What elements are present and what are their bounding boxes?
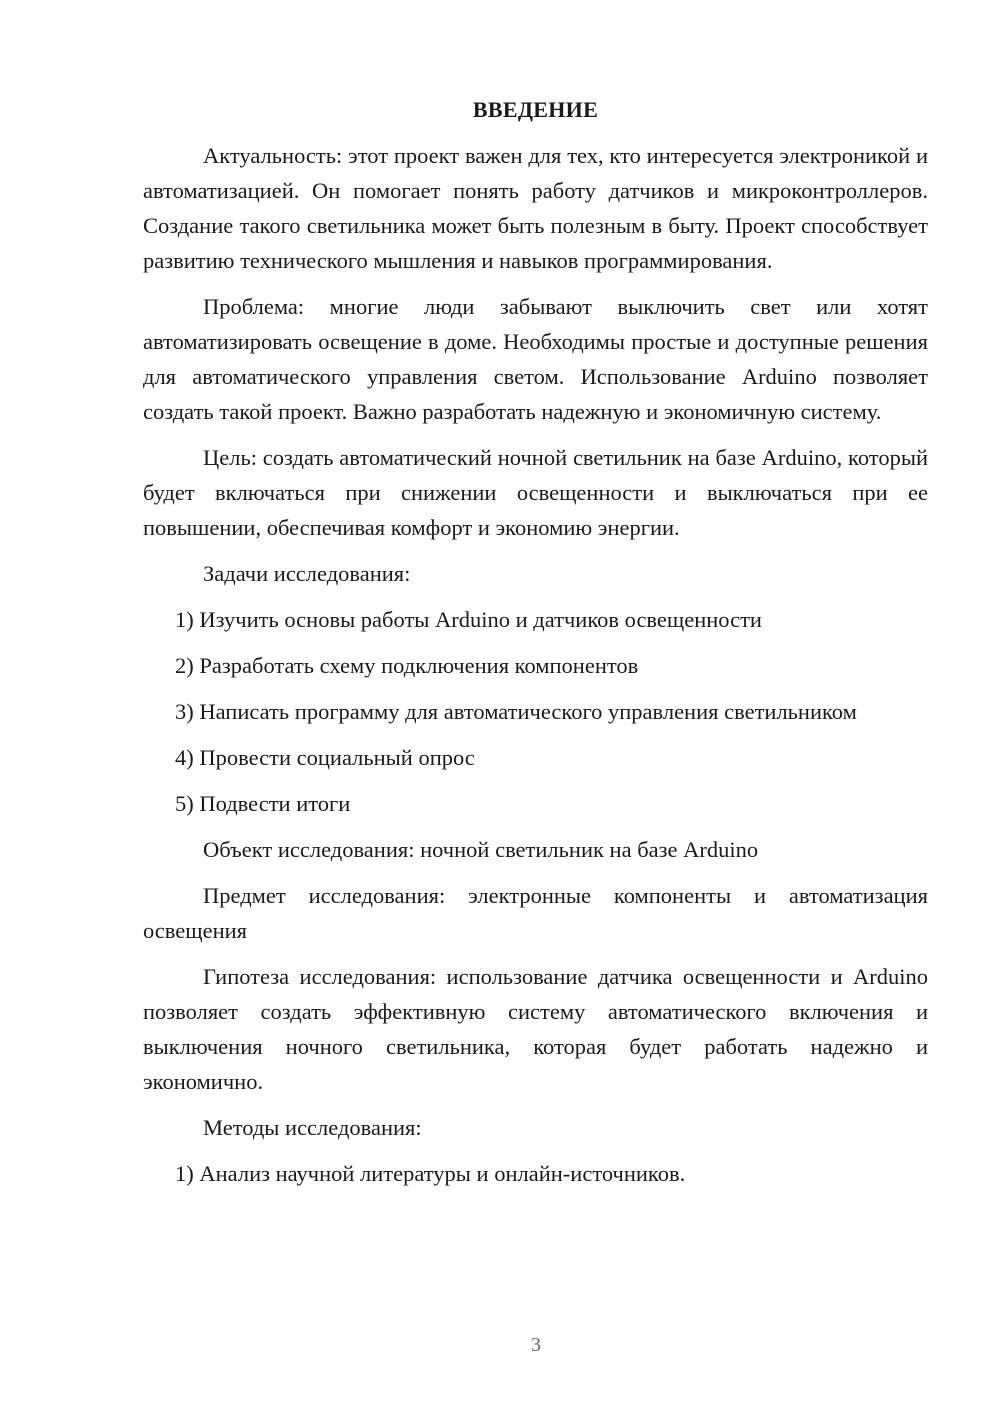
- paragraph-hypothesis: Гипотеза исследования: использование датчика освещенности и Arduino позволяет создать эффективную систему автоматического включения и выключения ночного светильника, которая будет работать надежно и экономично.: [143, 964, 928, 1094]
- paragraph-object: Объект исследования: ночной светильник на базе Arduino: [203, 837, 759, 862]
- section-title: ВВЕДЕНИЕ: [472, 97, 599, 122]
- paragraph-goal: Цель: создать автоматический ночной светильник на базе Arduino, который будет включаться при снижении освещенности и выключаться при ее повышении, обеспечивая комфорт и экономию энергии.: [143, 445, 928, 540]
- task-item-1: 1) Изучить основы работы Arduino и датчиков освещенности: [175, 607, 762, 632]
- paragraph-relevance: Актуальность: этот проект важен для тех, кто интересуется электроникой и автоматизацией. Он помогает понять работу датчиков и микроконтроллеров. Создание такого светильника может быть полезным в быту. Проект способствует развитию технического мышления и навыков программирования.: [143, 143, 928, 273]
- paragraph-problem: Проблема: многие люди забывают выключить свет или хотят автоматизировать освещение в доме. Необходимы простые и доступные решения для автоматического управления светом. Использование Arduino позволяет создать такой проект. Важно разработать надежную и экономичную систему.: [143, 294, 928, 424]
- page-number: 3: [531, 1334, 541, 1356]
- task-item-2: 2) Разработать схему подключения компонентов: [175, 653, 639, 678]
- page-content: [143, 95, 928, 1191]
- methods-heading: Методы исследования:: [203, 1115, 422, 1140]
- tasks-heading: Задачи исследования:: [203, 561, 411, 586]
- task-item-4: 4) Провести социальный опрос: [175, 745, 475, 770]
- method-item-1: 1) Анализ научной литературы и онлайн-источников.: [175, 1161, 686, 1186]
- task-item-3: 3) Написать программу для автоматического управления светильником: [175, 699, 857, 724]
- task-item-5: 5) Подвести итоги: [175, 791, 351, 816]
- paragraph-subject: Предмет исследования: электронные компоненты и автоматизация освещения: [143, 883, 928, 943]
